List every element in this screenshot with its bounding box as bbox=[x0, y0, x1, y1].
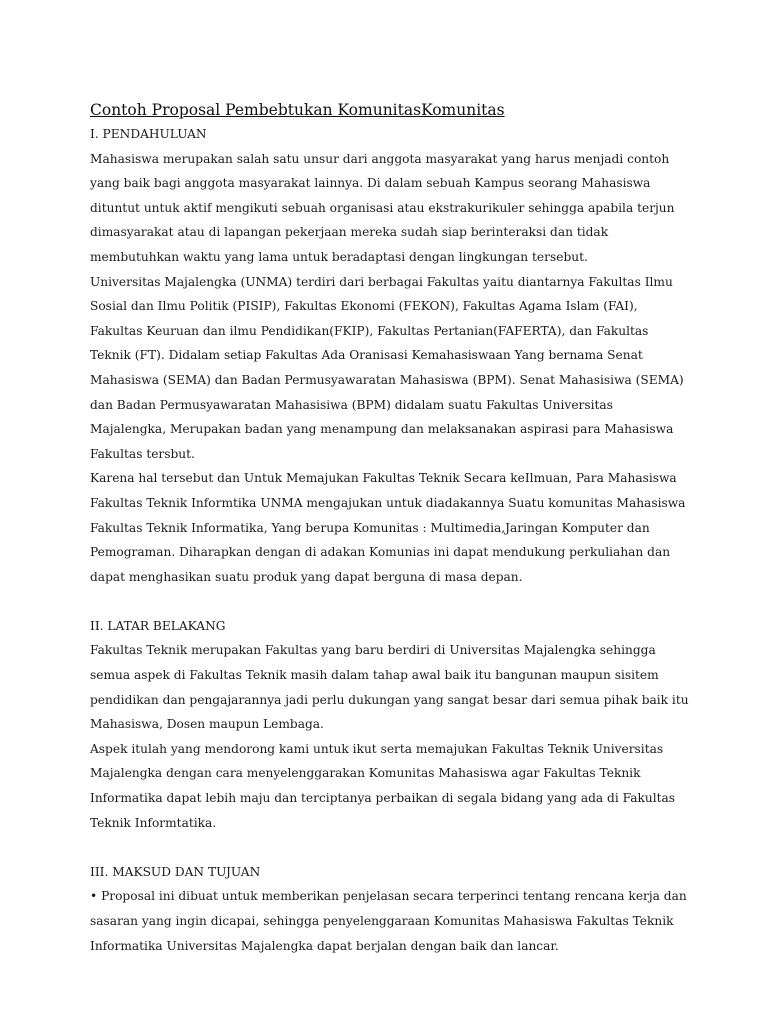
section-maksud-tujuan bbox=[90, 860, 690, 958]
paragraph: Aspek itulah yang mendorong kami untuk ikut serta memajukan Fakultas Teknik Universitas Majalengka dengan cara menyelenggarakan Komunitas Mahasiswa agar Fakultas Teknik Informatika dapat lebih maju dan terciptanya perbaikan di segala bidang yang ada di Fakultas Teknik Informtatika. bbox=[90, 741, 676, 830]
section-pendahuluan bbox=[90, 122, 690, 589]
paragraph: Fakultas Teknik merupakan Fakultas yang baru berdiri di Universitas Majalengka sehingga semua aspek di Fakultas Teknik masih dalam tahap awal baik itu bangunan maupun sisitem pendidikan dan pengajarannya jadi perlu dukungan yang sangat besar dari semua pihak baik itu Mahasiswa, Dosen maupun Lembaga. bbox=[90, 643, 689, 732]
bullet-paragraph: • Proposal ini dibuat untuk memberikan penjelasan secara terperinci tentang rencana kerja dan sasaran yang ingin dicapai, sehingga penyelenggaraan Komunitas Mahasiswa Fakultas Teknik Informatika Universitas Majalengka dapat berjalan dengan baik dan lancar. bbox=[90, 889, 687, 953]
paragraph: Mahasiswa merupakan salah satu unsur dari anggota masyarakat yang harus menjadi contoh yang baik bagi anggota masyarakat lainnya. Di dalam sebuah Kampus seorang Mahasiswa dituntut untuk aktif mengikuti sebuah organisasi atau ekstrakurikuler sehingga apabila terjun dimasyarakat atau di lapangan pekerjaan mereka sudah siap berinteraksi dan tidak membutuhkan waktu yang lama untuk beradaptasi dengan lingkungan tersebut. bbox=[90, 151, 675, 264]
paragraph: Universitas Majalengka (UNMA) terdiri dari berbagai Fakultas yaitu diantarnya Fakultas Ilmu Sosial dan Ilmu Politik (PISIP), Fakultas Ekonomi (FEKON), Fakultas Agama Islam (FAI), Fakultas Keuruan dan ilmu Pendidikan(FKIP), Fakultas Pertanian(FAFERTA), dan Fakultas Teknik (FT). Didalam setiap Fakultas Ada Oranisasi Kemahasiswaan Yang bernama Senat Mahasiswa (SEMA) dan Badan Permusyawaratan Mahasiswa (BPM). Senat Mahasisiwa (SEMA) dan Badan Permusyawaratan Mahasisiwa (BPM) didalam suatu Fakultas Universitas Majalengka, Merupakan badan yang menampung dan melaksanakan aspirasi para Mahasiswa Fakultas tersbut. bbox=[90, 274, 684, 461]
section-latar-belakang bbox=[90, 614, 690, 835]
document-title: Contoh Proposal Pembebtukan KomunitasKomunitas bbox=[90, 101, 505, 119]
section-spacer bbox=[90, 589, 690, 614]
section-spacer bbox=[90, 835, 690, 860]
section-heading: II. LATAR BELAKANG bbox=[90, 618, 226, 633]
paragraph: Karena hal tersebut dan Untuk Memajukan Fakultas Teknik Secara keIlmuan, Para Mahasiswa Fakultas Teknik Informtika UNMA mengajukan untuk diadakannya Suatu komunitas Mahasiswa Fakultas Teknik Informatika, Yang berupa Komunitas : Multimedia,Jaringan Komputer dan Pemograman. Diharapkan dengan di adakan Komunias ini dapat mendukung perkuliahan dan dapat menghasikan suatu produk yang dapat berguna di masa depan. bbox=[90, 471, 686, 584]
section-heading: III. MAKSUD DAN TUJUAN bbox=[90, 864, 261, 879]
section-heading: I. PENDAHULUAN bbox=[90, 127, 207, 141]
document-page bbox=[90, 98, 690, 958]
